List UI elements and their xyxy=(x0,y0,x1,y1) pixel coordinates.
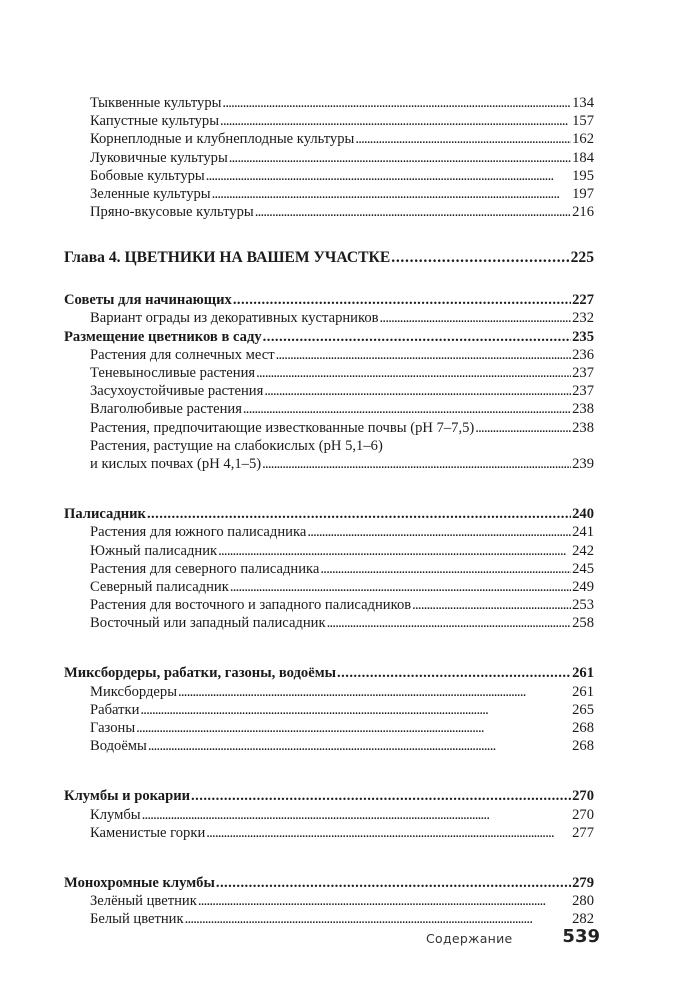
toc-leader xyxy=(262,455,571,473)
toc-leader xyxy=(147,505,571,523)
toc-entry-title: Растения для восточного и западного палисадников xyxy=(90,597,412,614)
toc-entry-page: 238 xyxy=(572,401,594,418)
toc-leader xyxy=(337,665,571,683)
toc-entry-page: 238 xyxy=(572,419,594,436)
toc-leader xyxy=(263,328,571,346)
toc-entry[interactable] xyxy=(64,824,594,842)
toc-entry-page: 268 xyxy=(572,738,594,755)
toc-entry-title: Белый цветник xyxy=(90,911,184,928)
toc-entry[interactable] xyxy=(64,94,594,112)
toc-entry[interactable] xyxy=(64,737,594,755)
toc-entry[interactable] xyxy=(64,310,594,328)
toc-leader xyxy=(276,346,572,364)
toc-entry-title: Пряно-вкусовые культуры xyxy=(90,204,254,221)
toc-entry-title: Влаголюбивые растения xyxy=(90,401,242,418)
toc-entry[interactable] xyxy=(64,719,594,737)
toc-entry-title: Каменистые горки xyxy=(90,824,206,841)
toc-entry-title: Растения, предпочитающие известкованные почвы (pH 7–7,5) xyxy=(90,419,475,436)
toc-entry-title: Луковичные культуры xyxy=(90,149,228,166)
toc-leader xyxy=(380,310,572,328)
toc-leader xyxy=(220,112,571,130)
toc-section-title: Размещение цветников в саду xyxy=(64,328,262,345)
toc-entry-page: 249 xyxy=(572,578,594,595)
toc-entry[interactable] xyxy=(64,614,594,632)
toc-leader xyxy=(229,149,571,167)
toc-entry[interactable] xyxy=(64,578,594,596)
toc-entry-title: и кислых почвах (pH 4,1–5) xyxy=(90,455,262,472)
toc-entry-page: 157 xyxy=(572,113,594,130)
page-footer xyxy=(420,926,600,950)
toc-entry-title: Растения, растущие на слабокислых (pH 5,1–6) xyxy=(90,437,383,454)
toc-entry-page: 216 xyxy=(572,204,594,221)
toc-entry-page: 270 xyxy=(572,806,594,823)
toc-entry[interactable] xyxy=(64,560,594,578)
toc-entry-page: 242 xyxy=(572,542,594,559)
toc-entry-page: 195 xyxy=(572,167,594,184)
chapter-title xyxy=(64,247,390,269)
toc-entry-page: 268 xyxy=(572,720,594,737)
toc-leader xyxy=(148,737,571,755)
toc-entry-page: 184 xyxy=(572,149,594,166)
toc-entry-title: Клумбы xyxy=(90,806,141,823)
toc-entry-page: 237 xyxy=(572,365,594,382)
toc-leader xyxy=(412,596,571,614)
toc-entry-page: 265 xyxy=(572,701,594,718)
toc-leader xyxy=(216,874,571,892)
toc-entry-page: 197 xyxy=(572,185,594,202)
toc-entry-page: 280 xyxy=(572,893,594,910)
toc-entry-page: 261 xyxy=(572,683,594,700)
toc-entry-title: Вариант ограды из декоративных кустарников xyxy=(90,310,379,327)
toc-section-page: 261 xyxy=(572,665,594,682)
table-of-contents xyxy=(64,94,594,929)
toc-leader xyxy=(320,560,571,578)
toc-entry-page: 239 xyxy=(572,455,594,472)
toc-section[interactable] xyxy=(64,505,594,523)
toc-entry[interactable] xyxy=(64,346,594,364)
toc-leader xyxy=(218,542,571,560)
toc-leader xyxy=(206,824,571,842)
toc-section-title: Палисадник xyxy=(64,506,146,523)
toc-section-page: 279 xyxy=(572,874,594,891)
toc-entry[interactable] xyxy=(64,167,594,185)
toc-entry-page: 258 xyxy=(572,615,594,632)
toc-section[interactable] xyxy=(64,328,594,346)
chapter-name: ЦВЕТНИКИ НА ВАШЕМ УЧАСТКЕ xyxy=(124,249,391,267)
toc-entry-page: 277 xyxy=(572,824,594,841)
toc-entry-title: Газоны xyxy=(90,720,136,737)
toc-section-page: 240 xyxy=(572,506,594,523)
toc-leader xyxy=(222,94,571,112)
toc-entry-title: Растения для солнечных мест xyxy=(90,346,275,363)
toc-leader xyxy=(198,892,571,910)
toc-entry-title: Зелёный цветник xyxy=(90,893,197,910)
toc-section[interactable] xyxy=(64,787,594,805)
toc-entry[interactable] xyxy=(64,364,594,382)
toc-section-title: Советы для начинающих xyxy=(64,292,232,309)
toc-leader xyxy=(142,806,572,824)
toc-leader xyxy=(355,130,571,148)
toc-leader xyxy=(212,185,572,203)
toc-section-title: Монохромные клумбы xyxy=(64,874,215,891)
toc-entry[interactable] xyxy=(64,130,594,148)
toc-entry-title: Южный палисадник xyxy=(90,542,218,559)
toc-section-title: Клумбы и рокарии xyxy=(64,788,191,805)
toc-section-page: 270 xyxy=(572,788,594,805)
toc-entry-page: 241 xyxy=(572,524,594,541)
toc-entry-page: 282 xyxy=(572,911,594,928)
toc-section[interactable] xyxy=(64,874,594,892)
toc-entry-title: Тыквенные культуры xyxy=(90,94,222,111)
toc-leader xyxy=(475,419,571,437)
toc-leader xyxy=(243,400,571,418)
toc-section-page: 227 xyxy=(572,292,594,309)
toc-entry[interactable] xyxy=(64,185,594,203)
toc-leader xyxy=(256,364,571,382)
toc-leader xyxy=(136,719,571,737)
toc-entry[interactable] xyxy=(64,683,594,701)
toc-entry-title: Бобовые культуры xyxy=(90,167,205,184)
toc-entry[interactable] xyxy=(64,701,594,719)
toc-entry-page: 162 xyxy=(572,131,594,148)
toc-entry-line2[interactable] xyxy=(64,455,594,473)
toc-entry-title: Капустные культуры xyxy=(90,113,220,130)
toc-entry-line1[interactable] xyxy=(64,437,594,455)
chapter-label: Глава 4. xyxy=(64,249,121,267)
toc-entry-title: Зеленные культуры xyxy=(90,185,211,202)
toc-entry-page: 245 xyxy=(572,560,594,577)
chapter-page: 225 xyxy=(570,249,594,267)
toc-entry[interactable] xyxy=(64,892,594,910)
toc-leader xyxy=(327,614,572,632)
toc-entry[interactable] xyxy=(64,112,594,130)
toc-entry[interactable] xyxy=(64,149,594,167)
toc-leader xyxy=(178,683,571,701)
toc-entry[interactable] xyxy=(64,419,594,437)
footer-section-title: Содержание xyxy=(426,931,513,946)
toc-entry[interactable] xyxy=(64,542,594,560)
page-number: 539 xyxy=(562,926,600,947)
chapter-heading[interactable] xyxy=(64,247,594,269)
toc-entry-title: Северный палисадник xyxy=(90,578,229,595)
toc-leader xyxy=(140,701,571,719)
toc-entry[interactable] xyxy=(64,523,594,541)
toc-leader xyxy=(307,523,571,541)
toc-entry[interactable] xyxy=(64,806,594,824)
toc-leader xyxy=(233,291,571,309)
toc-leader xyxy=(264,382,571,400)
toc-section[interactable] xyxy=(64,665,594,683)
toc-section-page: 235 xyxy=(572,328,594,345)
toc-entry-page: 236 xyxy=(572,346,594,363)
toc-leader xyxy=(191,787,571,805)
toc-entry-title: Водоёмы xyxy=(90,738,147,755)
toc-entry-title: Растения для южного палисадника xyxy=(90,524,307,541)
toc-entry-title: Растения для северного палисадника xyxy=(90,560,320,577)
toc-entry[interactable] xyxy=(64,203,594,221)
toc-entry-title: Корнеплодные и клубнеплодные культуры xyxy=(90,131,355,148)
toc-entry-page: 237 xyxy=(572,383,594,400)
toc-section[interactable] xyxy=(64,291,594,309)
toc-section-title: Миксбордеры, рабатки, газоны, водоёмы xyxy=(64,665,337,682)
toc-leader xyxy=(255,203,571,221)
toc-entry[interactable] xyxy=(64,382,594,400)
toc-entry[interactable] xyxy=(64,596,594,614)
toc-entry-page: 134 xyxy=(572,94,594,111)
toc-entry-page: 253 xyxy=(572,597,594,614)
toc-leader xyxy=(206,167,571,185)
toc-entry-title: Засухоустойчивые растения xyxy=(90,383,264,400)
toc-entry-title: Миксбордеры xyxy=(90,683,177,700)
toc-leader xyxy=(391,247,569,269)
toc-entry-page: 232 xyxy=(572,310,594,327)
toc-entry-title: Восточный или западный палисадник xyxy=(90,615,326,632)
toc-entry[interactable] xyxy=(64,400,594,418)
toc-entry-title: Теневыносливые растения xyxy=(90,365,256,382)
toc-leader xyxy=(230,578,571,596)
toc-entry-title: Рабатки xyxy=(90,701,140,718)
